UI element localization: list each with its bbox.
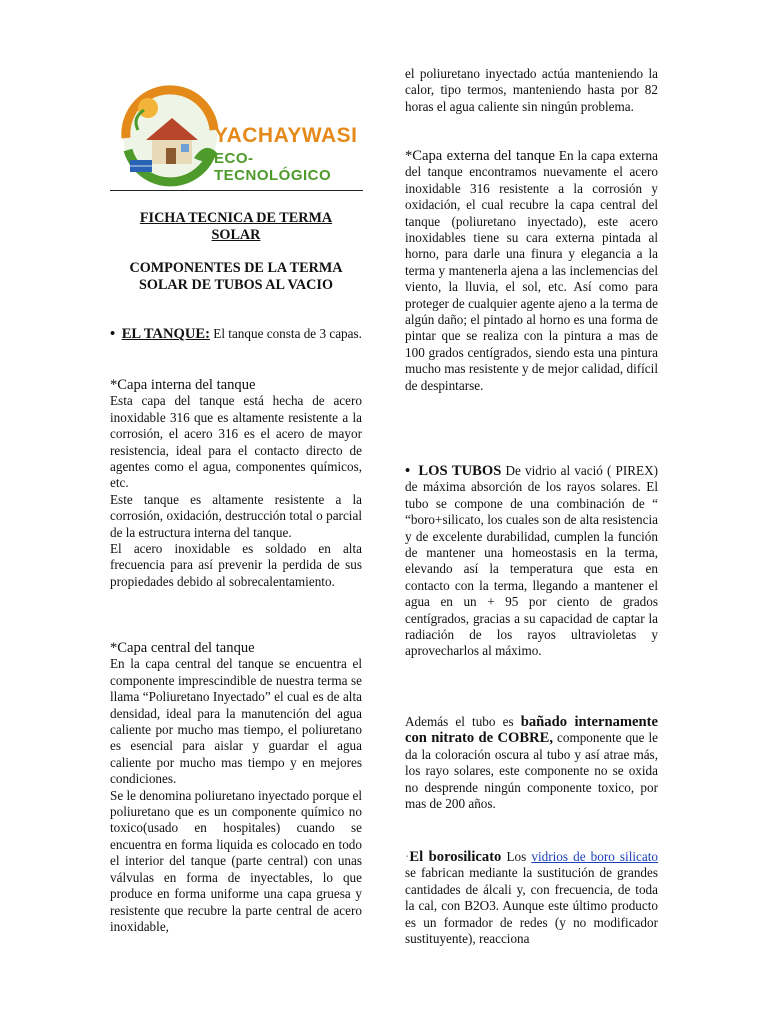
cobre-paragraph xyxy=(405,714,658,812)
bullet-icon: · xyxy=(405,849,410,864)
section-text: se fabrican mediante la sustitución de grandes cantidades de álcali y, con frecuencia, de toda la cal, con B2O3. Aunque este último producto es un formador de redes (y no modificador sustituyente), reacciona xyxy=(405,865,658,947)
paragraph: Esta capa del tanque está hecha de acero inoxidable 316 que es altamente resistente a la corrosión, el acero 316 es el acero de mayor resistencia, ideal para el contacto directo de agentes como el agua, componentes químicos, etc. xyxy=(110,393,362,491)
section-text: componente que le da la coloración oscura al tubo y así atrae más, los rayo solares, este componente no se oxida no desprende ningún componente toxico, por mas de 200 años. xyxy=(405,730,658,812)
company-logo xyxy=(118,80,364,188)
section-text: El tanque consta de 3 capas. xyxy=(209,326,362,341)
bullet-icon: • xyxy=(405,463,411,479)
section-borosilicato xyxy=(405,849,658,947)
paragraph: Se le denomina poliuretano inyectado porque el poliuretano que es un componente químico no toxico(usado en hospitales) cuando se encuentra en forma liquida es colocado en todo el interior del tanque (parte central) con unas válvulas en forma de inyectables, lo que produce en forma uniforme una capa gruesa y resistente que recubre la parte central de acero inoxidable, xyxy=(110,787,362,934)
title-line-1: FICHA TECNICA DE TERMA xyxy=(139,210,333,226)
paragraph: En la capa central del tanque se encuentra el componente imprescindible de nuestra terma se llama “Poliuretano Inyectado” el cual es de alta densidad, ideal para la manutención del agua caliente por mucho mas tiempo, el poliuretano es esencial para aislar y guardar el agua caliente por mucho mas tiempo y en mejores condiciones. xyxy=(110,656,362,787)
section-tubos xyxy=(405,463,658,660)
section-capa-interna xyxy=(110,377,362,590)
paragraph: Este tanque es altamente resistente a la corrosión, oxidación, destrucción total o parcial de la estructura interna del tanque. xyxy=(110,491,362,540)
subtitle-line-1: COMPONENTES DE LA TERMA xyxy=(129,260,343,276)
paragraph: el poliuretano inyectado actúa manteniendo la calor, tipo termos, manteniendo hasta por 82 horas el agua caliente sin ningún problema. xyxy=(405,66,658,114)
paragraph: El acero inoxidable es soldado en alta frecuencia para así prevenir la perdida de sus propiedades debido al sobrecalentamiento. xyxy=(110,541,362,589)
subtitle-line-2: SOLAR DE TUBOS AL VACIO xyxy=(139,277,333,293)
section-text: En la capa externa del tanque encontramos nuevamente el acero inoxidable 316 resistente a la corrosión y oxidación, el cual recubre la capa central del tanque (poliuretano inyectado), este acero inoxidables tiene su cara externa pintada al horno, para darle una finura y elegancia a la terma y mantenerla ajena a las inclemencias del viento, la lluvia, el sol, etc. Así como para proteger de cualquier agente ajeno a la terma de algún daño; el pintado al horno es una forma de pintar que se realiza con la pintura a mas de 100 grados centígrados, siendo esta una pintura mucho mas resistente y de mejor calidad, difícil de despintarse. xyxy=(405,148,658,393)
highlighted-text: bañado internamente con nitrato de COBRE, xyxy=(405,714,658,747)
section-capa-externa xyxy=(405,148,658,394)
logo-title: YACHAYWASI xyxy=(214,124,358,147)
section-heading: LOS TUBOS xyxy=(418,463,502,479)
section-cobre xyxy=(405,714,658,812)
subsection-heading: *Capa central del tanque xyxy=(110,640,255,656)
borosilicato-link[interactable]: vidrios de boro silicato xyxy=(531,849,659,864)
section-text: Además el tubo es xyxy=(405,714,521,729)
capa-externa-paragraph xyxy=(405,148,658,394)
section-heading: EL TANQUE: xyxy=(121,326,210,342)
document-title xyxy=(110,210,362,244)
bullet-icon: • xyxy=(110,326,116,342)
section-text: Los xyxy=(501,849,532,864)
paragraph-continued xyxy=(405,66,658,115)
document-subtitle xyxy=(110,260,362,294)
subsection-heading: *Capa interna del tanque xyxy=(110,377,256,393)
section-text: De vidrio al vació ( PIREX) de máxima absorción de los rayos solares. El tubo se compone de una combinación de “ “boro+silicato, los cuales son de alta resistencia y de excelente durabilidad, cumplen la función de mantener una homeostasis en la terma, elevando así la temperatura que esta en contacto con la terma, llegando a mantener el agua en un + 95 por ciento de grados centígrados, gracias a su capacidad de captar la radiación de los rayos ultravioletas y aprovecharlos al máximo. xyxy=(405,463,659,659)
section-heading: El borosilicato xyxy=(409,849,502,865)
section-capa-central xyxy=(110,640,362,935)
title-line-2: SOLAR xyxy=(211,227,261,243)
section-tanque xyxy=(110,326,362,342)
tanque-paragraph xyxy=(110,326,362,342)
tubos-paragraph xyxy=(405,463,658,660)
logo-subtitle: ECO-TECNOLÓGICO xyxy=(214,150,332,184)
header-divider xyxy=(110,190,363,191)
subsection-heading: *Capa externa del tanque xyxy=(405,148,555,164)
borosilicato-paragraph xyxy=(405,849,658,947)
